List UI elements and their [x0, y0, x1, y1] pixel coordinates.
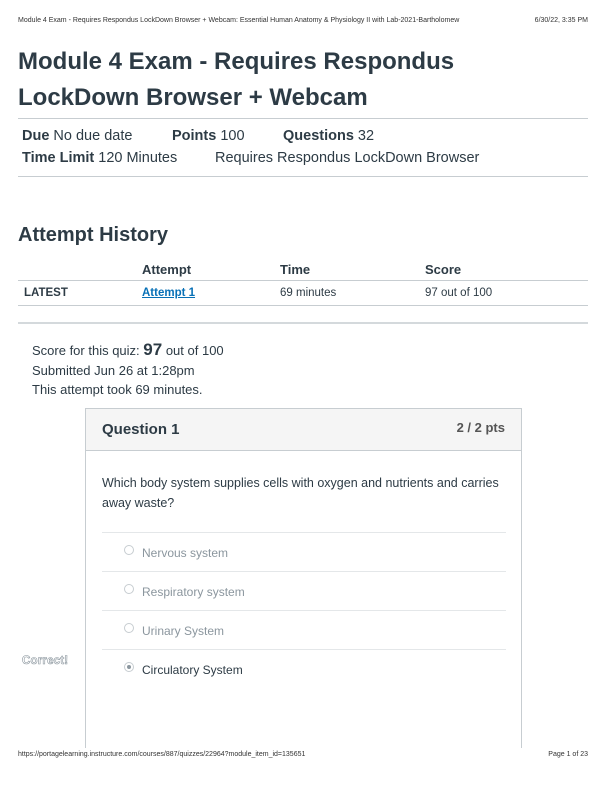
radio-selected-icon[interactable]: [124, 662, 134, 672]
question-card: [85, 408, 522, 748]
page-title: Module 4 Exam - Requires Respondus LockDown Browser + Webcam: [18, 48, 455, 111]
attempt-duration: This attempt took 69 minutes.: [32, 382, 203, 397]
question-title: Question 1: [102, 421, 180, 438]
divider: [18, 118, 588, 119]
answer-label: Circulatory System: [142, 663, 243, 677]
radio-icon[interactable]: [124, 584, 134, 594]
divider: [18, 280, 588, 281]
lockdown-requirement: Requires Respondus LockDown Browser: [215, 150, 480, 166]
print-header-datetime: 6/30/22, 3:35 PM: [534, 17, 588, 24]
points-value: 100: [220, 128, 245, 144]
score-prefix: Score for this quiz:: [32, 343, 140, 358]
score-value: 97: [143, 340, 163, 359]
due-label: Due: [22, 128, 50, 144]
print-footer-url: https://portagelearning.instructure.com/courses/887/quizzes/22964?module_item_id=135651: [18, 751, 306, 758]
correct-flag: [0, 650, 85, 674]
attempt-history-header: [18, 260, 588, 280]
submitted-at: Submitted Jun 26 at 1:28pm: [32, 363, 195, 378]
table-row: [18, 282, 588, 306]
questions-value: 32: [357, 128, 375, 144]
latest-label: LATEST: [24, 287, 68, 299]
question-points: 2 / 2 pts: [456, 420, 505, 435]
divider: [18, 305, 588, 306]
print-header: [18, 17, 588, 29]
attempt-score: 97 out of 100: [425, 287, 493, 299]
answer-option-selected[interactable]: [102, 649, 506, 688]
answer-label: Nervous system: [142, 546, 229, 560]
answer-label: Respiratory system: [142, 585, 245, 599]
score-suffix: out of 100: [165, 343, 224, 358]
radio-icon[interactable]: [124, 623, 134, 633]
header-attempt: Attempt: [142, 262, 192, 277]
answer-label: Urinary System: [142, 624, 225, 638]
print-header-title: Module 4 Exam - Requires Respondus LockDown Browser + Webcam: Essential Human Anatomy & Physiology II with Lab-2021-Bartholomew: [18, 17, 460, 24]
time-limit-value: 120 Minutes: [98, 150, 178, 166]
print-footer: [18, 751, 588, 763]
attempt-1-link[interactable]: Attempt 1: [142, 287, 196, 299]
radio-icon[interactable]: [124, 545, 134, 555]
time-limit-label: Time Limit: [22, 150, 95, 166]
question-text: Which body system supplies cells with oxygen and nutrients and carries away waste?: [102, 476, 499, 510]
answer-option[interactable]: [102, 532, 506, 571]
quiz-points: [172, 128, 245, 144]
divider: [18, 322, 588, 324]
answer-option[interactable]: [102, 610, 506, 649]
question-header: [86, 409, 521, 451]
due-value: No due date: [53, 128, 133, 144]
quiz-score: [32, 340, 224, 360]
header-score: Score: [425, 262, 462, 277]
divider: [18, 176, 588, 177]
correct-label: Correct!: [22, 655, 69, 667]
quiz-questions: [283, 128, 374, 144]
attempt-time: 69 minutes: [280, 287, 337, 299]
questions-label: Questions: [283, 128, 354, 144]
quiz-due: [22, 128, 132, 144]
header-time: Time: [280, 262, 311, 277]
print-footer-page: Page 1 of 23: [548, 751, 588, 758]
quiz-time-limit: [22, 150, 177, 166]
answer-option[interactable]: [102, 571, 506, 610]
points-label: Points: [172, 128, 217, 144]
attempt-history-title: Attempt History: [18, 224, 169, 246]
